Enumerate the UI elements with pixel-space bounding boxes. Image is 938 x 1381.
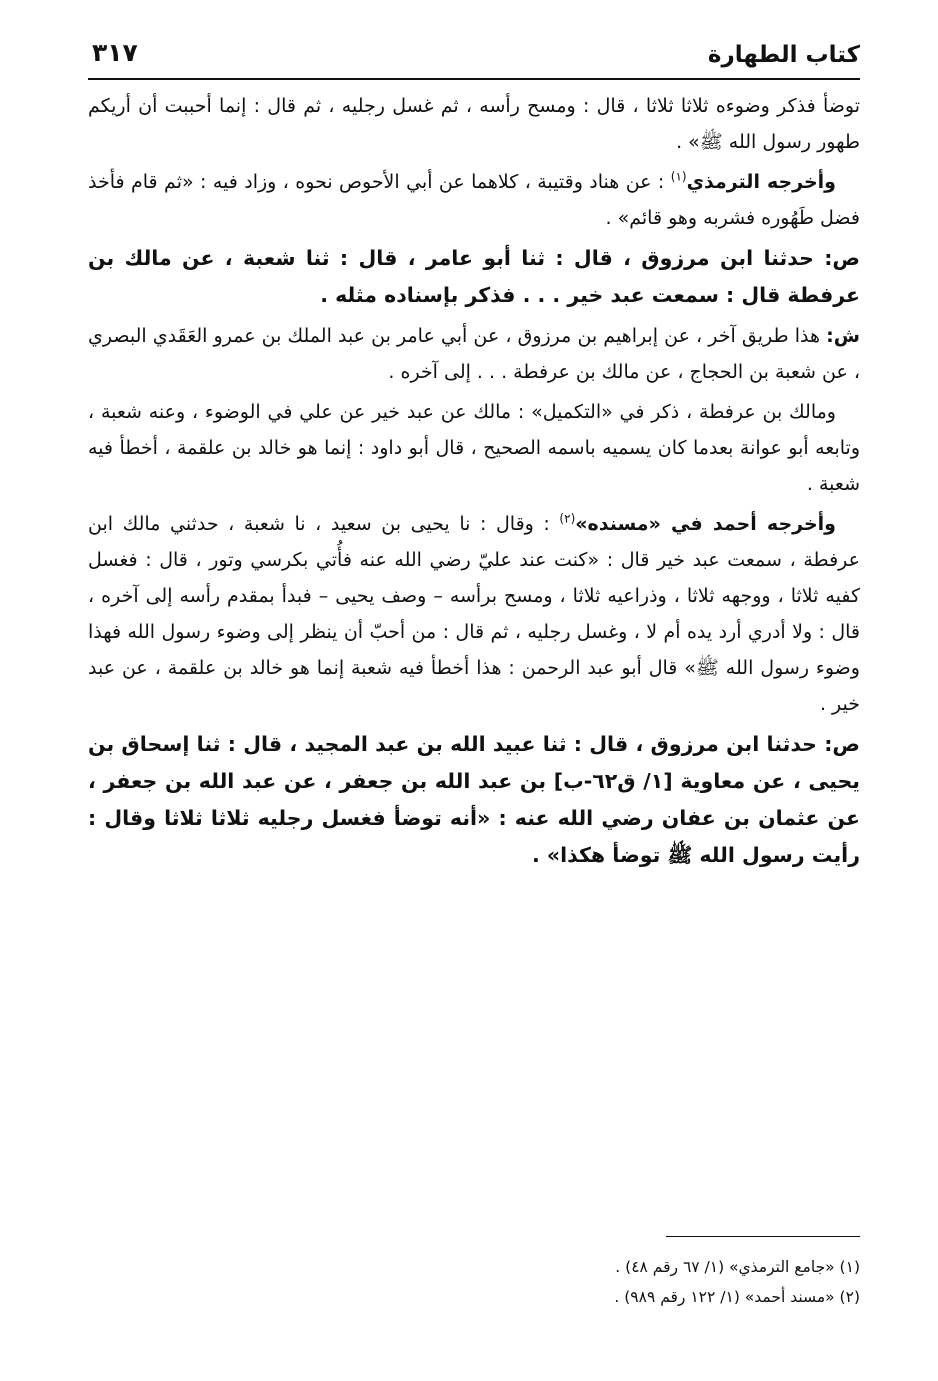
- paragraph-text: : عن هناد وقتيبة ، كلاهما عن أبي الأحوص نحوه ، وزاد فيه : «ثم قام فأخذ فضل طَهُوره فشربه وهو قائم» .: [88, 171, 860, 229]
- paragraph-text: : وقال : نا يحيى بن سعيد ، نا شعبة ، حدثني مالك ابن عرفطة ، سمعت عبد خير قال : «كنت عند عليّ رضي الله عنه فأُتي بكرسي وتور ، قال : فغسل كفيه ثلاثا ، ووجهه ثلاثا ، وذراعيه ثلاثا ، ومسح برأسه – وصف يحيى – فبدأ بمقدم رأسه إلى آخره ، قال : ولا أدري أرد يده أم لا ، وغسل رجليه ، ثم قال : من أحبّ أن ينظر إلى وضوء رسول الله فهذا وضوء رسول الله ﷺ» قال أبو عبد الرحمن : هذا أخطأ فيه شعبة إنما هو خالد بن علقمة ، عن عبد خير .: [88, 513, 860, 715]
- footnote-rule: [666, 1236, 860, 1237]
- header-rule: [88, 78, 860, 80]
- page-header: [88, 30, 860, 76]
- paragraph-text: ومالك بن عرفطة ، ذكر في «التكميل» : مالك عن عبد خير عن علي في الوضوء ، وعنه شعبة ، وتابعه أبو عوانة بعدما كان يسميه باسمه الصحيح ، قال أبو داود : إنما هو خالد بن علقمة ، أخطأ فيه شعبة .: [88, 401, 860, 495]
- running-title: كتاب الطهارة: [707, 42, 860, 68]
- paragraph-text: هذا طريق آخر ، عن إبراهيم بن مرزوق ، عن أبي عامر بن عبد الملك بن عمرو العَقَدي البصري ، عن شعبة بن الحجاج ، عن مالك بن عرفطة . . . إلى آخره .: [88, 325, 860, 383]
- paragraph-lead: وأخرجه أحمد في «مسنده»: [575, 513, 836, 535]
- footnotes: [88, 1252, 860, 1312]
- paragraph-matn-2: [88, 726, 860, 874]
- paragraph-malik: [88, 394, 860, 502]
- paragraph-lead: وأخرجه الترمذي: [686, 171, 836, 193]
- paragraph-text: توضأ فذكر وضوءه ثلاثا ثلاثا ، قال : ومسح رأسه ، ثم غسل رجليه ، ثم قال : إنما أحببت أن أريكم طهور رسول الله ﷺ» .: [88, 95, 860, 153]
- page-number: ٣١٧: [92, 38, 138, 67]
- paragraph-ahmad: [88, 506, 860, 722]
- footnote-ref-1: (١): [670, 169, 687, 184]
- paragraph-tirmidhi: [88, 164, 860, 236]
- paragraph-matn-1: [88, 240, 860, 314]
- paragraph-sharh-1: [88, 318, 860, 390]
- paragraph-text: ص: حدثنا ابن مرزوق ، قال : ثنا أبو عامر ، قال : ثنا شعبة ، عن مالك بن عرفطة قال : سمعت عبد خير . . . فذكر بإسناده مثله .: [88, 246, 860, 307]
- footnote-2: (٢) «مسند أحمد» (١/ ١٢٢ رقم ٩٨٩) .: [614, 1288, 860, 1306]
- paragraph-continuation: [88, 88, 860, 160]
- paragraph-lead: ش:: [826, 325, 860, 347]
- paragraph-text: ص: حدثنا ابن مرزوق ، قال : ثنا عبيد الله بن عبد المجيد ، قال : ثنا إسحاق بن يحيى ، عن معاوية [١/ ق٦٢-ب] بن عبد الله بن جعفر ، عن عبد الله بن جعفر ، عن عثمان بن عفان رضي الله عنه : «أنه توضأ فغسل رجليه ثلاثا ثلاثا وقال : رأيت رسول الله ﷺ توضأ هكذا» .: [88, 732, 861, 867]
- footnote-ref-2: (٢): [559, 511, 576, 526]
- book-page: [88, 30, 861, 1306]
- footnote-1: (١) «جامع الترمذي» (١/ ٦٧ رقم ٤٨) .: [615, 1258, 860, 1276]
- page-body: [88, 88, 860, 874]
